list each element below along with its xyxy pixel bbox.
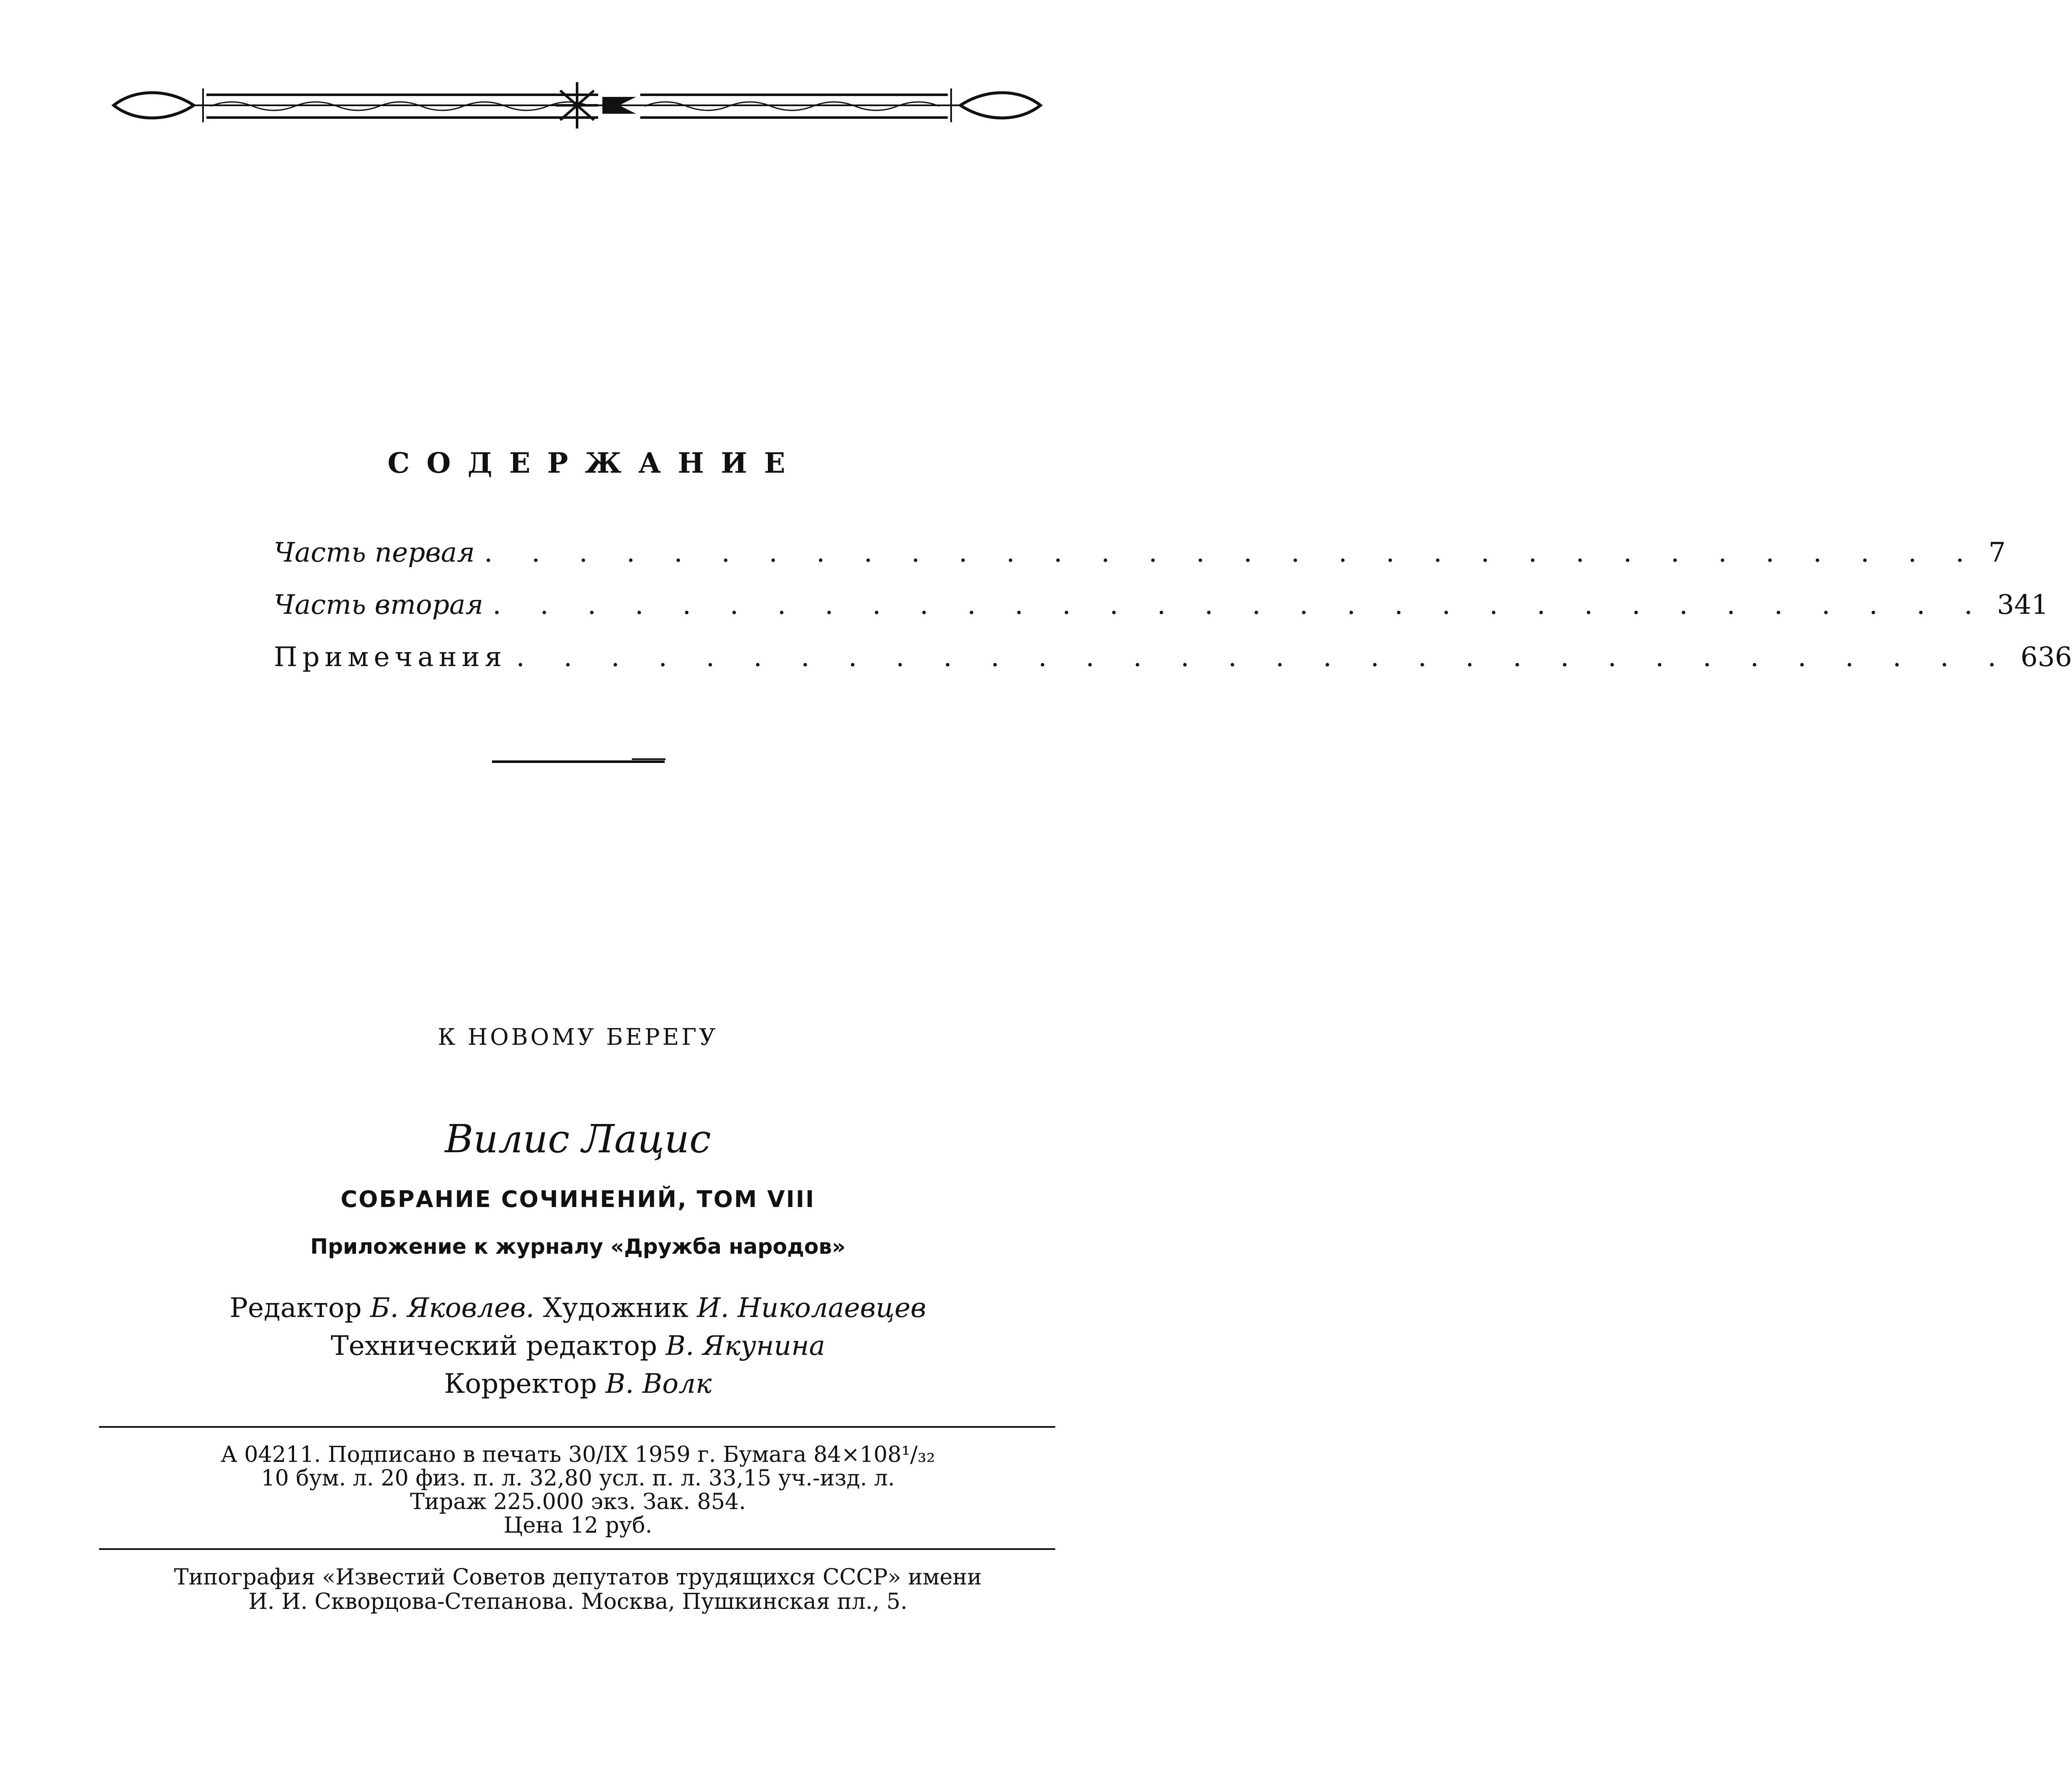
proofreader-label: Корректор — [444, 1368, 597, 1400]
imprint-line: А 04211. Подписано в печать 30/IX 1959 г. Бумага 84×108¹/₃₂ — [220, 1442, 936, 1467]
toc-item-page: 636 — [2020, 642, 2072, 673]
toc-leader-dots: . . . . . . . . . . . . . . . . . . . . . . . . . . . . . . . . — [492, 589, 1988, 621]
toc-item[interactable] — [274, 516, 2006, 568]
editor-label: Редактор — [230, 1293, 362, 1324]
tech-editor-name: В. Якунина — [666, 1330, 825, 1362]
imprint-line: Цена 12 руб. — [503, 1513, 652, 1538]
credits-line-proofreader — [0, 1365, 1156, 1403]
toc-item[interactable] — [274, 568, 2049, 621]
printer-info — [0, 1565, 1156, 1614]
collected-works-volume: СОБРАНИЕ СОЧИНЕНИЙ, ТОМ VIII — [340, 1186, 815, 1212]
book-title: К НОВОМУ БЕРЕГУ — [438, 1024, 718, 1050]
section-divider — [492, 760, 665, 763]
toc-title: СОДЕРЖАНИЕ — [387, 447, 802, 479]
imprint-line: Тираж 225.000 экз. Зак. 854. — [410, 1489, 746, 1515]
journal-supplement: Приложение к журналу «Дружба народов» — [310, 1234, 846, 1259]
imprint-line: 10 бум. л. 20 физ. п. л. 32,80 усл. п. л. 33,15 уч.-изд. л. — [261, 1466, 895, 1491]
imprint — [0, 1443, 1156, 1537]
section-divider-tail — [632, 758, 666, 760]
toc-item-label: Часть вторая — [274, 589, 484, 621]
toc-item[interactable] — [274, 621, 2072, 673]
editor-name: Б. Яковлев. — [370, 1293, 535, 1324]
tech-editor-label: Технический редактор — [331, 1330, 658, 1362]
proofreader-name: В. Волк — [605, 1368, 712, 1400]
credits-line-editors — [0, 1289, 1156, 1327]
artist-name: И. Николаевцев — [697, 1293, 926, 1324]
header-ornament — [110, 76, 1045, 135]
toc-item-label: Примечания — [274, 642, 507, 673]
printer-line: И. И. Скворцова-Степанова. Москва, Пушкинская пл., 5. — [248, 1589, 908, 1614]
printer-line: Типография «Известий Советов депутатов трудящихся СССР» имени — [174, 1565, 982, 1590]
credits-line-tech-editor — [0, 1327, 1156, 1365]
artist-label: Художник — [543, 1293, 689, 1324]
toc-item-page: 341 — [1997, 589, 2049, 621]
imprint-rule-bottom — [99, 1548, 1055, 1550]
table-of-contents — [274, 516, 2072, 673]
toc-leader-dots: . . . . . . . . . . . . . . . . . . . . . . . . . . . . . . . . — [516, 642, 2011, 673]
toc-item-page: 7 — [1988, 537, 2006, 568]
imprint-rule-top — [99, 1426, 1055, 1428]
credits — [0, 1289, 1156, 1403]
author-name: Вилис Лацис — [444, 1116, 711, 1161]
toc-item-label: Часть первая — [274, 537, 475, 568]
toc-leader-dots: . . . . . . . . . . . . . . . . . . . . . . . . . . . . . . . . — [484, 537, 1979, 568]
